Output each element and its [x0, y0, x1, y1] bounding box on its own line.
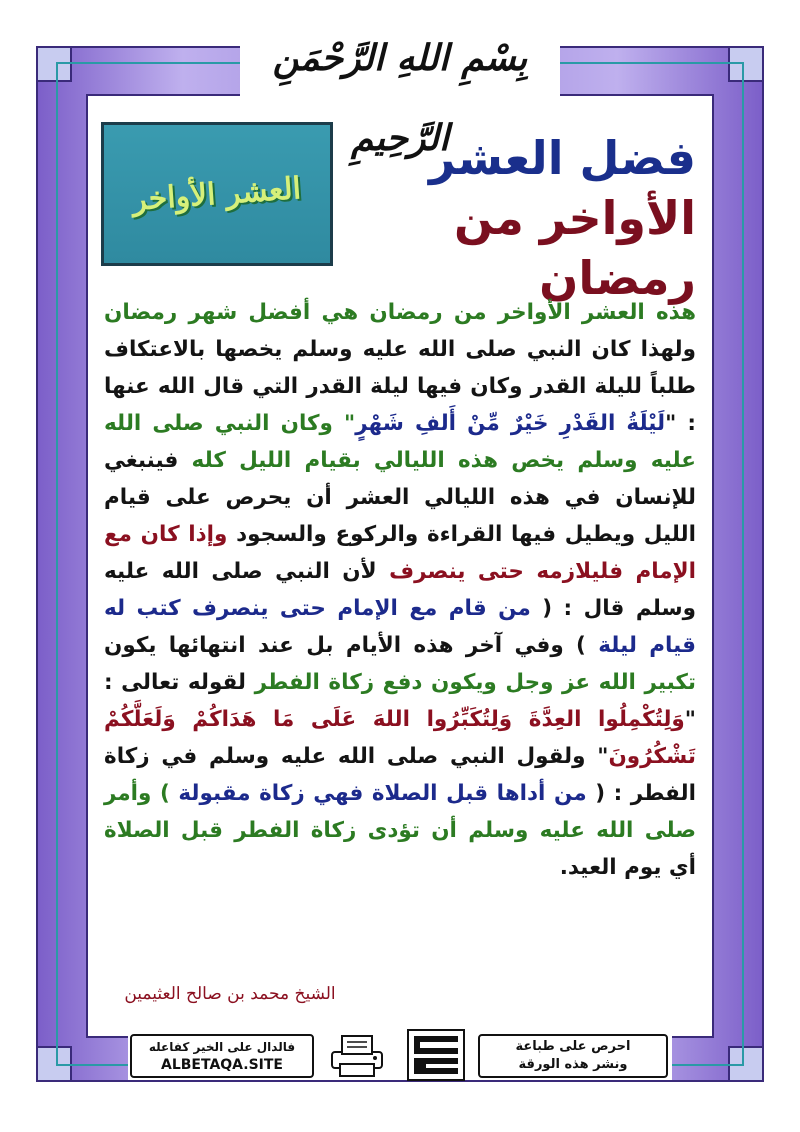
body-segment: وإذا كان مع الإمام فليلازمه حتى ينصرف: [104, 522, 696, 584]
body-segment: التي قال الله عنها : ": [104, 374, 696, 436]
kufic-logo-icon: [406, 1028, 466, 1082]
body-segment: ) وأمر صلى الله عليه وسلم أن تؤدى زكاة الفطر قبل الصلاة: [104, 781, 696, 843]
body-segment: لأن النبي صلى الله عليه وسلم قال : (: [104, 559, 696, 621]
printer-icon: [326, 1034, 388, 1078]
hadith-quote: من أداها قبل الصلاة فهي زكاة مقبولة: [178, 781, 587, 806]
logo-text: العشر الأواخر: [131, 170, 303, 218]
ashr-awakhir-logo: [101, 122, 333, 266]
body-segment: " وكان النبي صلى الله عليه وسلم يخص هذه الليالي بقيام الليل كله: [104, 411, 696, 473]
hadith-quote: من قام مع الإمام حتى ينصرف كتب له قيام ليلة: [104, 596, 696, 658]
body-segment: تكبير الله عز وجل ويكون دفع زكاة الفطر: [254, 670, 696, 695]
quran-quote: لَيْلَةُ القَدْرِ خَيْرٌ مِّنْ أَلفِ شَهْرٍ: [355, 411, 666, 436]
footer-notice-line-1: احرص على طباعة: [515, 1039, 631, 1054]
footer-motto: فالدال على الخير كفاعله: [148, 1040, 296, 1054]
footer-website: ALBETAQA.SITE: [160, 1057, 283, 1073]
body-segment: أي يوم العيد.: [559, 855, 696, 880]
body-segment: هذه العشر الأواخر من رمضان هي أفضل شهر رمضان: [104, 300, 696, 325]
footer-website-box: [130, 1034, 314, 1078]
body-segment: لقوله تعالى : ": [104, 670, 696, 732]
basmala-calligraphy: بِسْمِ اللهِ الرَّحْمَنِ الرَّحِيمِ: [272, 37, 528, 159]
body-segment: ) وفي آخر هذه الأيام بل عند انتهائها يكون: [104, 633, 586, 658]
quran-quote: وَلِتُكْمِلُوا العِدَّةَ وَلِتُكَبِّرُوا اللهَ عَلَى مَا هَدَاكُمْ وَلَعَلَّكُمْ تَشْكُرُونَ: [104, 707, 696, 769]
page-title: [366, 128, 696, 308]
title-line-1: فضل العشر: [429, 131, 696, 185]
article-body: [104, 294, 696, 886]
title-line-2: الأواخر من رمضان: [453, 191, 696, 305]
body-segment: " ولقول النبي صلى الله عليه وسلم في زكاة الفطر : (: [104, 744, 696, 806]
author-signature: الشيخ محمد بن صالح العثيمين: [124, 984, 336, 1004]
footer-notice-line-2: ونشر هذه الورقة: [518, 1057, 628, 1072]
footer-print-notice-box: [478, 1034, 668, 1078]
body-segment: ولهذا كان النبي صلى الله عليه وسلم يخصها بالاعتكاف طلباً لليلة القدر وكان فيها ليلة القدر: [104, 337, 696, 399]
body-segment: فينبغي للإنسان في هذه الليالي العشر أن يحرص على قيام الليل ويطيل فيها القراءة والركوع والسجود: [104, 448, 696, 547]
